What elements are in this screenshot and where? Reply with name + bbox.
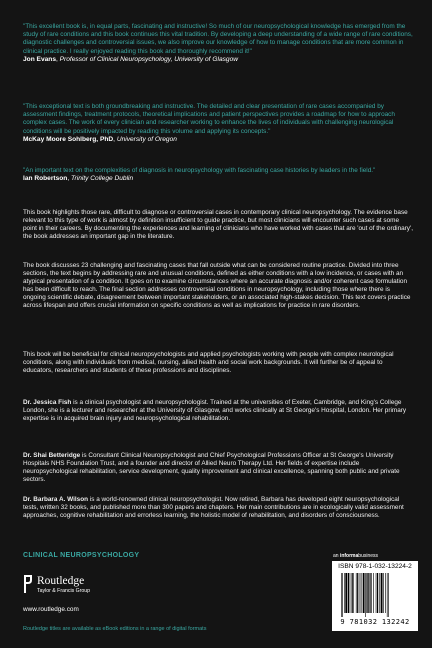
barcode-number: 9 781032 132242 xyxy=(340,618,410,626)
quote-2 xyxy=(23,103,413,144)
series-label: CLINICAL NEUROPSYCHOLOGY xyxy=(23,552,140,559)
publisher-name: Routledge xyxy=(37,575,85,587)
quote-3-text: "An important text on the complexities of diagnosis in neuropsychology with fascinating case histories by leaders in the field." xyxy=(23,167,376,174)
barcode-icon xyxy=(340,573,412,617)
quote-1-affiliation: Professor of Clinical Neuropsychology, University of Glasgow xyxy=(59,55,239,63)
description-paragraph-3: This book will be beneficial for clinical neuropsychologists and applied psychologists working with people with complex neurological conditions, along with individuals from medical, nursing, allied health and social work backgrounds. It will further be of appeal to educators, researchers and students of these professions and disciplines. xyxy=(23,351,394,375)
bio-barbara-wilson xyxy=(23,496,413,520)
bio-jessica-fish xyxy=(23,399,413,423)
ebook-note: Routledge titles are available as eBook editions in a range of digital formats xyxy=(23,626,207,632)
informa-prefix: an xyxy=(333,553,339,559)
isbn: ISBN 978-1-032-13224-2 xyxy=(338,563,412,570)
description-paragraph-2: The book discusses 23 challenging and fascinating cases that fall outside what can be considered routine practice. Divided into three sections, the text begins by addressing rare and unusual conditions, defined as either conditions with a low incidence, or cases with an atypical presentation of a condition. It goes on to examine circumstances where an accurate diagnosis and/or coherent case formulation has been difficult to reach. The final section addresses controversial conditions in neuropsychology, including those where there is ongoing scientific debate, disagreement between important stakeholders, or an associated high-stakes decision. This text covers practice across lifespan and offers crucial information on specific conditions as well as implications for practice in rare disorders. xyxy=(23,262,411,310)
description-paragraph-1: This book highlights those rare, difficult to diagnose or controversial cases in contemporary clinical neuropsychology. The evidence base relevant to this type of work is almost by definition insufficient to guide practice, but most clinicians will encounter such cases at some point in their careers. By documenting the experiences and learning of clinicians who have worked with cases that are 'out of the ordinary', the book addresses an important gap in the literature. xyxy=(23,209,414,241)
bio-shai-betteridge xyxy=(23,452,413,484)
bio-name: Dr. Shai Betteridge xyxy=(23,452,81,459)
bio-name: Dr. Jessica Fish xyxy=(23,399,72,406)
routledge-logo-icon xyxy=(23,574,33,594)
quote-3-author: Ian Robertson xyxy=(23,175,68,183)
informa-business-label xyxy=(333,553,378,559)
publisher-group: Taylor & Francis Group xyxy=(37,588,91,594)
informa-name: informa xyxy=(339,553,359,559)
quote-2-attribution: McKay Moore Sohlberg, PhD, University of Oregon xyxy=(23,135,177,143)
bio-text: is Consultant Clinical Neuropsychologist and Chief Psychological Professions Officer at St George's University Hospitals NHS Foundation Trust, and a founder and director of Allied Neuro Therapy Ltd. Her fields of expertise include neuropsychological rehabilitation, service development, quality improvement and clinical excellence, spanning both public and private sectors. xyxy=(23,452,400,484)
quote-3-attribution: Ian Robertson, Trinity College Dublin xyxy=(23,175,134,183)
bio-text: is a clinical psychologist and neuropsychologist. Trained at the universities of Exeter, Cambridge, and King's College London, she is a lecturer and researcher at the University of Glasgow, and works clinically at St George's Hospital, London. Her primary expertise is in acquired brain injury and neuropsychological rehabilitation. xyxy=(23,399,407,423)
bio-name: Dr. Barbara A. Wilson xyxy=(23,496,89,503)
quote-1-text: "This excellent book is, in equal parts, fascinating and instructive! So much of our neuropsychological knowledge has emerged from the study of rare conditions and this book continues this vital tradition. By developing a deep understanding of a wide range of rare conditions, diagnostic challenges and controversial issues, we also improve our knowledge of how to manage conditions that are more common in clinical practice. I really enjoyed reading this book and thoroughly recommend it!" xyxy=(23,23,413,55)
quote-1-attribution: Jon Evans, Professor of Clinical Neuropsychology, University of Glasgow xyxy=(23,55,239,63)
quote-1-author: Jon Evans xyxy=(23,55,56,63)
quote-3-affiliation: Trinity College Dublin xyxy=(71,175,134,183)
quote-2-affiliation: University of Oregon xyxy=(116,135,177,143)
bio-text: is a world-renowned clinical neuropsychologist. Now retired, Barbara has developed eight neuropsychological tests, written 32 books, and published more than 300 papers and chapters. Her main contributions are in ecologically valid assessment approaches, cognitive rehabilitation and errorless learning, the holistic model of rehabilitation, and disorders of consciousness. xyxy=(23,496,404,520)
quote-3 xyxy=(23,167,413,184)
barcode-box xyxy=(332,561,418,631)
quote-2-text: "This exceptional text is both groundbreaking and instructive. The detailed and clear presentation of rare cases accompanied by assessment findings, treatment protocols, theoretical implications and patient perspectives provides a roadmap for how to approach complex cases. The work of every clinician and researcher working to enhance the lives of individuals with challenging neurological conditions will be positively impacted by reading this volume and applying its concepts." xyxy=(23,103,395,135)
informa-suffix: business xyxy=(358,553,379,559)
quote-1 xyxy=(23,23,413,64)
publisher-logo xyxy=(23,574,143,600)
quote-2-author: McKay Moore Sohlberg, PhD xyxy=(23,135,114,143)
publisher-website[interactable]: www.routledge.com xyxy=(23,606,79,613)
